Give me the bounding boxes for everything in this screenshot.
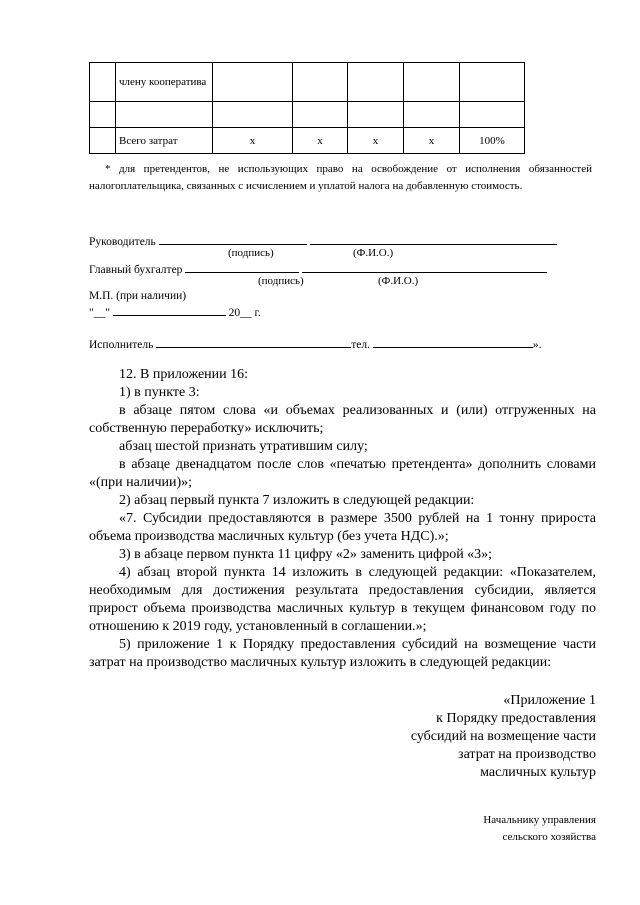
paragraph: 2) абзац первый пункта 7 изложить в следующей редакции:	[119, 493, 475, 508]
date-year: 20__ г.	[228, 307, 261, 319]
table-cell	[213, 102, 293, 128]
name-caption: (Ф.И.О.)	[378, 275, 419, 287]
phone-blank	[373, 335, 533, 348]
item-12-sub-1: 1) в пункте 3:	[119, 385, 200, 400]
date-blank	[113, 303, 226, 316]
name-blank	[302, 260, 547, 273]
date-day: "__"	[89, 307, 110, 319]
table-cell	[293, 102, 348, 128]
date-line	[89, 303, 261, 321]
paragraph: абзац шестой признать утратившим силу;	[119, 439, 368, 454]
phone-label: тел.	[351, 339, 370, 351]
table-cell-label	[116, 102, 213, 128]
executor-blank	[156, 335, 351, 348]
addressee-line: сельского хозяйства	[502, 831, 596, 843]
table-cell	[348, 102, 404, 128]
item-12-heading: 12. В приложении 16:	[119, 367, 249, 382]
head-signature-line	[89, 232, 557, 250]
addressee	[89, 812, 596, 846]
table-cell: х	[348, 128, 404, 154]
executor-line	[89, 335, 541, 353]
table-cell	[90, 128, 116, 154]
table-cell-label: Всего затрат	[116, 128, 213, 154]
table-cell: 100%	[460, 128, 525, 154]
name-blank	[310, 232, 557, 245]
cost-table	[89, 62, 525, 154]
footnote: * для претендентов, не использующих право на освобождение от исполнения обязанностей налогоплательщика, связанных с исчислением и уплатой налога на добавленную стоимость.	[89, 163, 592, 192]
addressee-line: Начальнику управления	[483, 814, 596, 826]
paragraph: в абзаце пятом слова «и объемах реализованных и (или) отгруженных на собственную переработку» исключить;	[89, 403, 596, 436]
paragraph: 5) приложение 1 к Порядку предоставления субсидий на возмещение части затрат на производство масличных культур изложить в следующей редакции:	[89, 637, 596, 670]
table-cell	[90, 63, 116, 102]
table-cell	[293, 63, 348, 102]
signature-caption: (подпись)	[228, 247, 274, 259]
table-cell	[460, 63, 525, 102]
table-cell	[348, 63, 404, 102]
paragraph: в абзаце двенадцатом после слов «печатью претендента» дополнить словами «(при наличии)»;	[89, 457, 596, 490]
closing-quote: ».	[532, 339, 542, 351]
signature-caption: (подпись)	[258, 275, 304, 287]
table-cell	[404, 102, 460, 128]
appendix-line: масличных культур	[480, 765, 596, 780]
paragraph: 3) в абзаце первом пункта 11 цифру «2» заменить цифрой «3»;	[119, 547, 493, 562]
table-row	[90, 63, 525, 102]
appendix-header	[89, 692, 596, 782]
table-cell	[213, 63, 293, 102]
appendix-line: «Приложение 1	[503, 693, 596, 708]
executor-label: Исполнитель	[89, 339, 154, 351]
table-cell	[460, 102, 525, 128]
accountant-signature-line	[89, 260, 547, 278]
amendment-text	[89, 366, 596, 672]
stamp-note: М.П. (при наличии)	[89, 290, 187, 302]
appendix-line: к Порядку предоставления	[436, 711, 596, 726]
table-row-total	[90, 128, 525, 154]
accountant-label: Главный бухгалтер	[89, 264, 183, 276]
table-cell	[404, 63, 460, 102]
paragraph: «7. Субсидии предоставляются в размере 3500 рублей на 1 тонну прироста объема производства масличных культур (без учета НДС).»;	[89, 511, 596, 544]
table-cell-label: члену кооператива	[116, 63, 213, 102]
table-cell	[90, 102, 116, 128]
name-caption: (Ф.И.О.)	[353, 247, 394, 259]
table-cell: х	[213, 128, 293, 154]
paragraph: 4) абзац второй пункта 14 изложить в следующей редакции: «Показателем, необходимым для достижения результата предоставления субсидии, является прирост объема производства масличных культур в текущем финансовом году по отношению к 2019 году, установленный в соглашении.»;	[89, 565, 596, 634]
appendix-line: затрат на производство	[458, 747, 596, 762]
table-row	[90, 102, 525, 128]
appendix-line: субсидий на возмещение части	[410, 729, 596, 744]
head-label: Руководитель	[89, 236, 156, 248]
signature-blank	[185, 260, 299, 273]
signature-blank	[159, 232, 307, 245]
table-cell: х	[404, 128, 460, 154]
table-cell: х	[293, 128, 348, 154]
